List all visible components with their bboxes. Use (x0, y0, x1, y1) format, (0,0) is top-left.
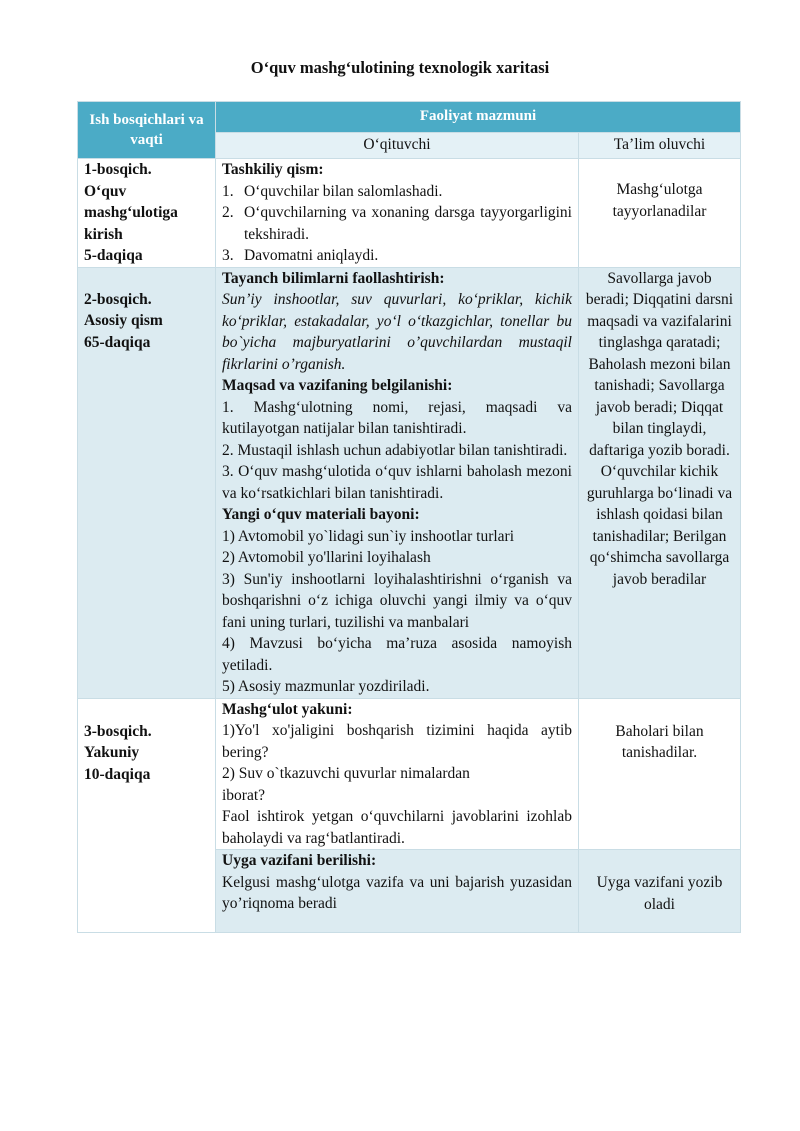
table-row (78, 267, 741, 698)
item-number: 1. (222, 182, 234, 200)
material-item: 4) Mavzusi bo‘yicha ma’ruza asosida namoyish yetiladi. (222, 635, 572, 674)
homework-text: Kelgusi mashg‘ulotga vazifa va uni bajarish yuzasidan yo’riqnoma beradi (222, 873, 572, 912)
stage1-label-line: O‘quv (84, 182, 127, 200)
item-text: O‘quvchilar bilan salomlashadi. (244, 182, 443, 200)
material-item: 2) Avtomobil yo'llarini loyihalash (222, 549, 431, 566)
question-item: 1)Yo'l xo'jaligini boshqarish tizimini haqida aytib bering? (222, 722, 572, 761)
stage1-label-line: 1-bosqich. (84, 161, 152, 178)
stage3-teacher (216, 698, 579, 850)
stage1-items (222, 181, 572, 267)
stage3-heading: Mashg‘ulot yakuni: (222, 700, 353, 718)
header-teacher: O‘qituvchi (216, 133, 579, 159)
stage1-label-line: mashg‘ulotiga (84, 204, 178, 221)
question-item: 2) Suv o`tkazuvchi quvurlar nimalardan iborat? (222, 765, 470, 804)
stage1-teacher (216, 159, 579, 268)
material-item: 5) Asosiy mazmunlar yozdiriladi. (222, 678, 430, 695)
stage3-label-line: 3-bosqich. (84, 722, 152, 740)
table-row (78, 698, 741, 850)
stage3-text: Faol ishtirok yetgan o‘quvchilarni javoblarini izohlab baholaydi va rag‘batlantiradi. (222, 808, 572, 847)
stage2-label-line: 2-bosqich. (84, 290, 152, 308)
homework-teacher (216, 850, 579, 933)
stage1-label-line: 5-daqiqa (84, 247, 143, 264)
item-number: 3. (222, 247, 234, 264)
stage2-teacher (216, 267, 579, 698)
stage2-student: Savollarga javob beradi; Diqqatini darsni maqsadi va vazifalarini tinglashga qaratadi; Baholash mezoni bilan tanishadi; Savollarga javob beradi; Diqqat bilan tinglaydi, daftariga yozib boradi. O‘quvchilar kichik guruhlarga bo‘linadi va ishlash qoidasi bilan tanishadilar; Berilgan qo‘shimcha savollarga javob beradilar (579, 267, 741, 698)
stage3-label (78, 698, 216, 933)
stage3-student: Baholari bilan tanishadilar. (579, 698, 741, 850)
material-item: 3) Sun'iy inshootlarni loyihalashtirishni o‘rganish va boshqarishni o‘z ichiga oluvchi yangi ilmiy va o‘quv fani uning turlari, tuzilishi va manbalari (222, 570, 572, 631)
homework-heading: Uyga vazifani berilishi: (222, 852, 377, 869)
stage2-heading-goals: Maqsad va vazifaning belgilanishi: (222, 377, 453, 394)
technology-map-table (77, 101, 741, 933)
stage1-heading: Tashkiliy qism: (222, 161, 324, 178)
table-header-row (78, 102, 741, 133)
list-item (222, 202, 572, 245)
stage1-label-line: kirish (84, 225, 123, 243)
stage1-label (78, 159, 216, 268)
item-number: 2. (222, 204, 234, 221)
goal-item: 1. Mashg‘ulotning nomi, rejasi, maqsadi va kutilayotgan natijalar bilan tanishtiradi. (222, 398, 572, 437)
stage2-heading-activation: Tayanch bilimlarni faollashtirish: (222, 269, 445, 287)
goal-item: 3. O‘quv mashg‘ulotida o‘quv ishlarni baholash mezoni va ko‘rsatkichlari bilan tanishtiradi. (222, 463, 572, 502)
stage2-heading-materials: Yangi o‘quv materiali bayoni: (222, 506, 420, 523)
stage3-label-line: Yakuniy (84, 744, 140, 761)
stage2-label-line: Asosiy qism (84, 312, 163, 329)
stage2-label (78, 267, 216, 698)
list-item (222, 181, 572, 203)
homework-student: Uyga vazifani yozib oladi (579, 850, 741, 933)
header-stage: Ish bosqichlari va vaqti (78, 102, 216, 159)
item-text: O‘quvchilarning va xonaning darsga tayyorgarligini tekshiradi. (244, 204, 572, 243)
stage3-label-line: 10-daqiqa (84, 765, 151, 783)
header-activity: Faoliyat mazmuni (216, 102, 741, 133)
goal-item: 2. Mustaqil ishlash uchun adabiyotlar bilan tanishtiradi. (222, 441, 568, 459)
page-title: O‘quv mashg‘ulotining texnologik xaritasi (250, 58, 550, 77)
table-row (78, 159, 741, 268)
header-student: Ta’lim oluvchi (579, 133, 741, 159)
material-item: 1) Avtomobil yo`lidagi sun`iy inshootlar turlari (222, 527, 515, 545)
list-item (222, 245, 572, 267)
stage2-label-line: 65-daqiqa (84, 333, 151, 351)
item-text: Davomatni aniqlaydi. (244, 247, 379, 264)
stage2-italic-text: Sun’iy inshootlar, suv quvurlari, ko‘priklar, kichik ko‘priklar, estakadalar, yo‘l o‘tkazgichlar, tonellar bu bo`yicha majburyatlarini o’quvchilardan mustaqil fikrlarini o’rganish. (222, 291, 572, 373)
stage1-student: Mashg‘ulotga tayyorlanadilar (579, 159, 741, 268)
